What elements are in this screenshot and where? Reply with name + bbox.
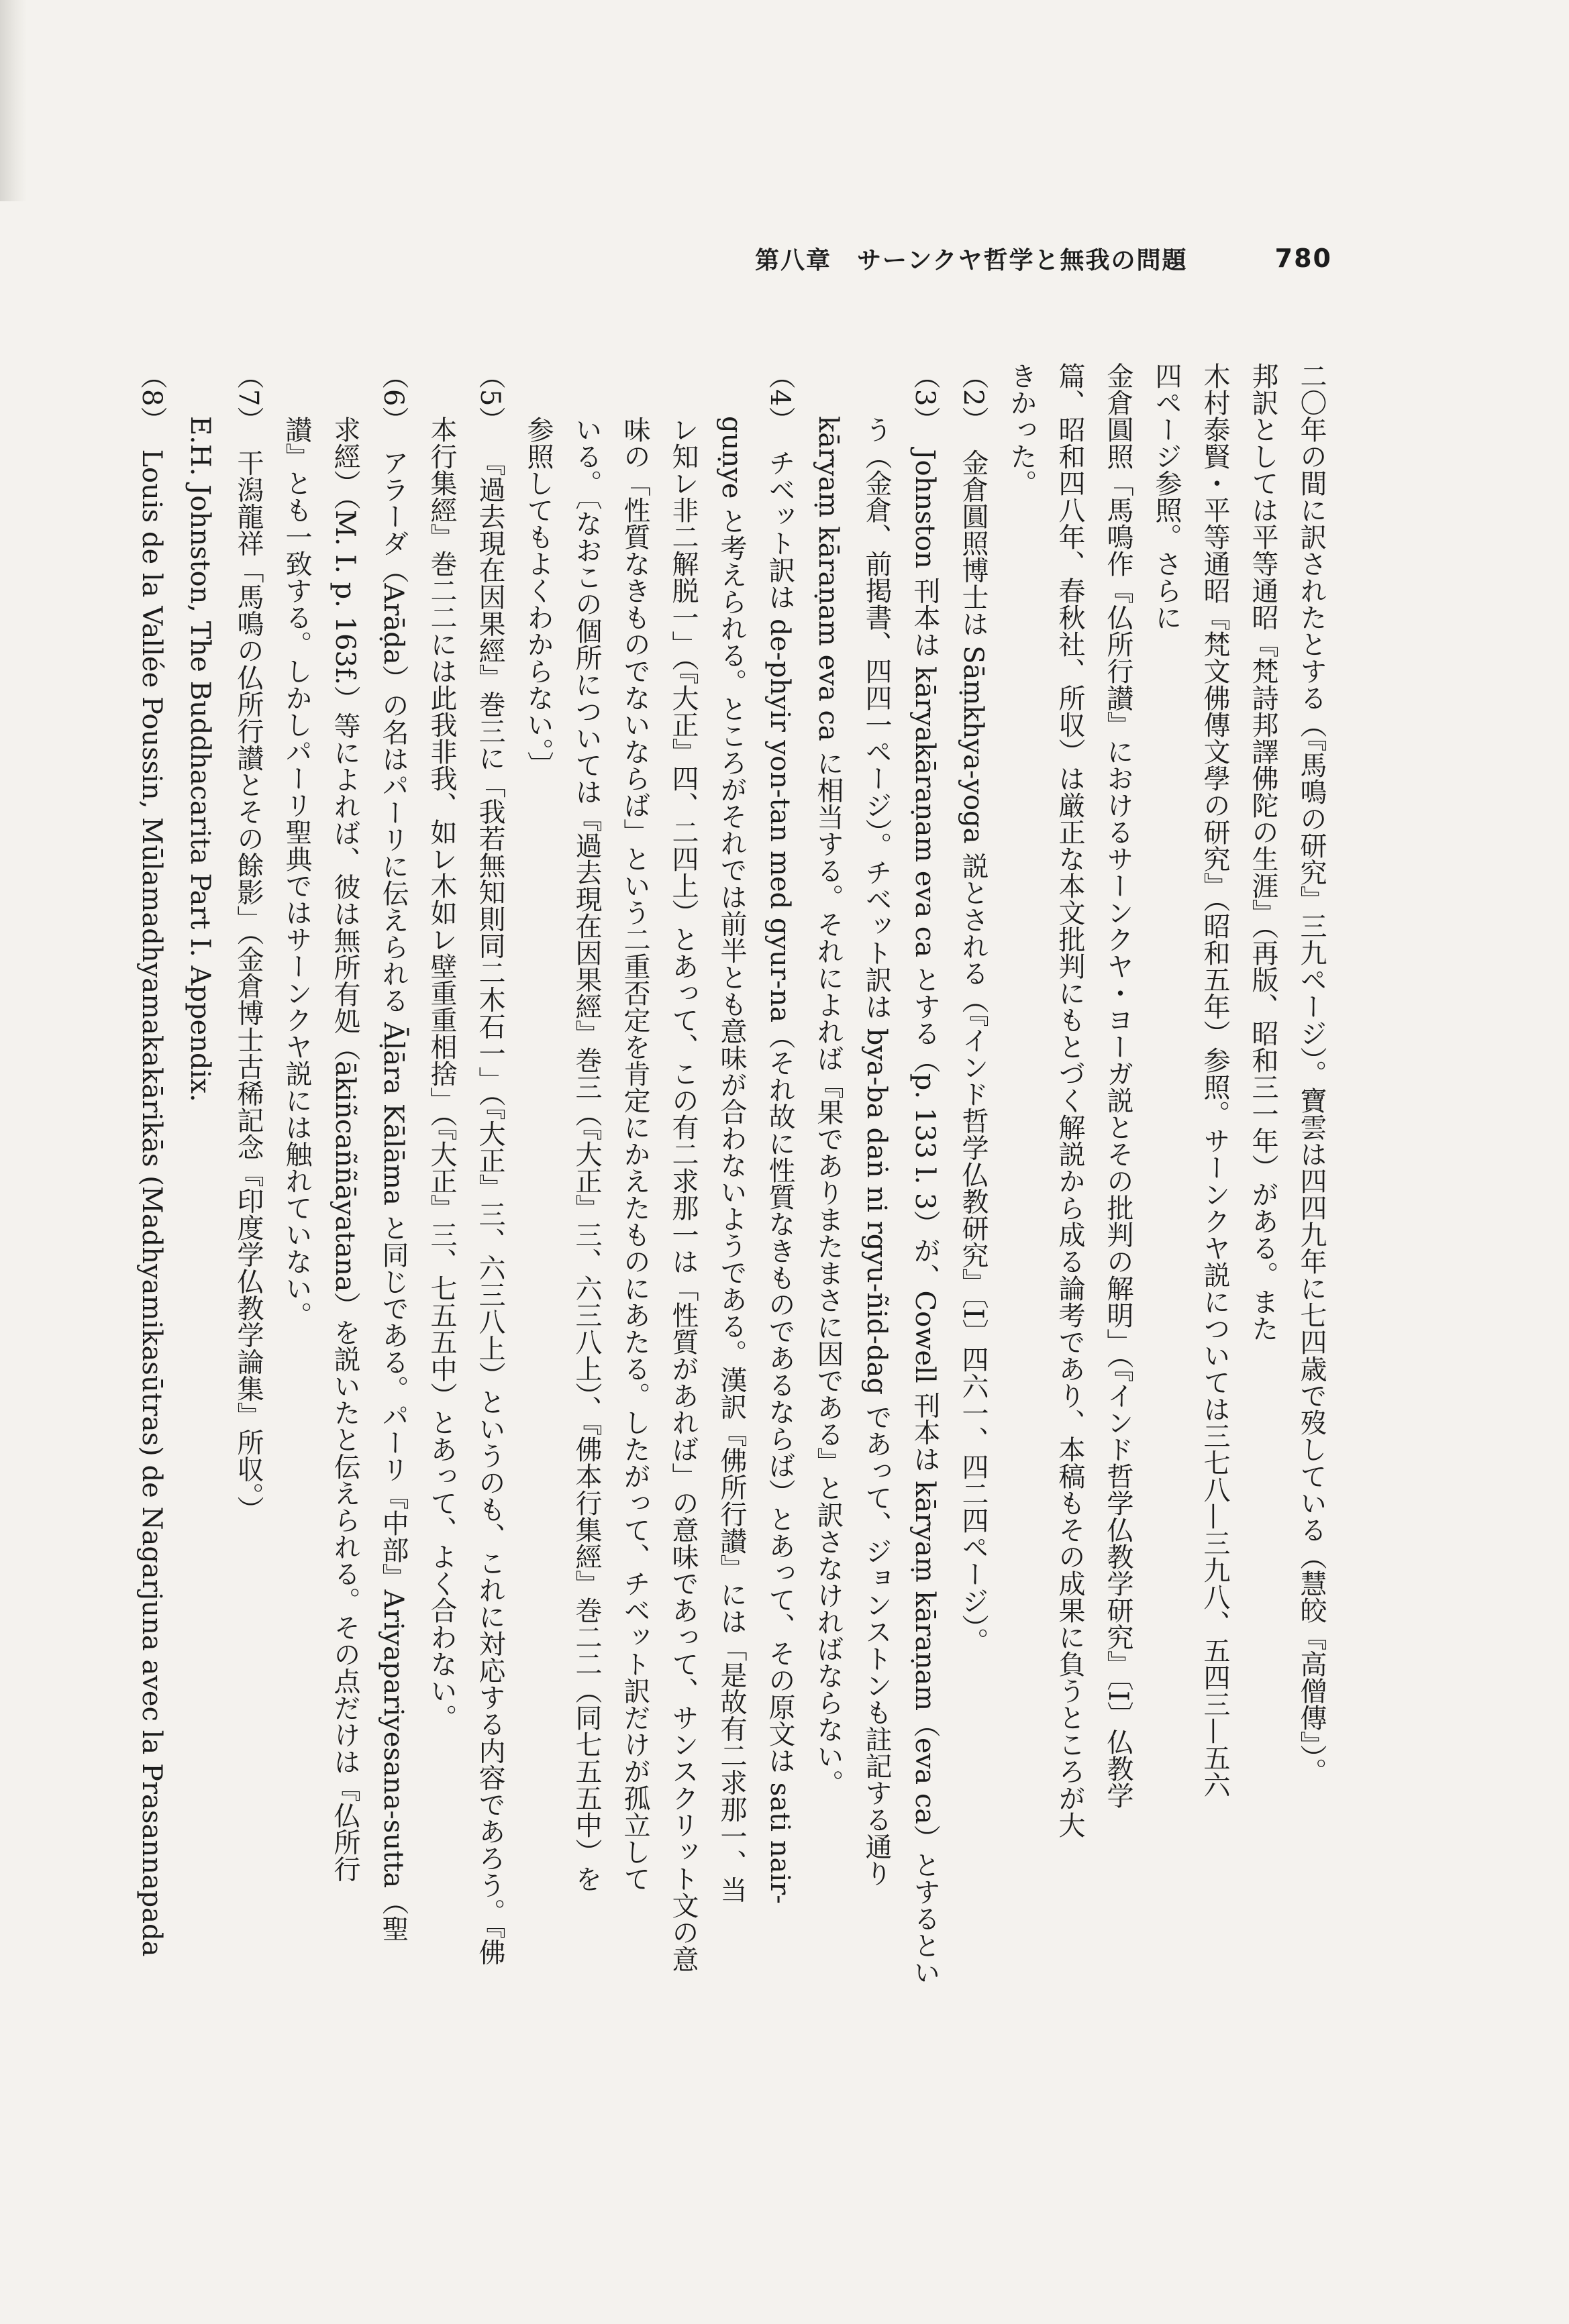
text-line: [807, 416, 849, 2308]
text-line: [711, 416, 752, 2308]
line-text: 讃』とも一致する。しかしパーリ聖典ではサーンクヤ説には触れていない。: [281, 416, 312, 1328]
line-text: う（金倉、前掲書、四四一ページ）。チベット訳は bya-ba daṅ ni rgyu-ñid-dag であって、ジョンストンも註記する通り: [861, 416, 892, 1887]
chapter-title: 第八章 サーンクヤ哲学と無我の問題: [755, 246, 1188, 274]
text-line: [276, 416, 317, 2308]
line-text: 干潟龍祥「馬鳴の仏所行讃とその餘影」（金倉博士古稀記念『印度学仏教学論集』所収。）: [233, 449, 264, 1523]
line-text: kāryaṃ kāraṇam eva ca に相当する。それによれば『果でありまたまさに因である』と訳さなければならない。: [813, 416, 844, 1797]
text-line: [952, 362, 994, 2254]
text-line: [372, 362, 414, 2254]
note-number: （7）: [233, 362, 264, 433]
note-number: （8）: [136, 362, 167, 433]
text-line: [131, 362, 172, 2254]
note-number: （6）: [378, 362, 409, 433]
text-line: [1097, 362, 1139, 2254]
text-line: [227, 362, 269, 2254]
running-head: [755, 238, 1332, 278]
line-text: アラーダ（Arāḍa）の名はパーリに伝えられる Āḷāra Kālāma と同じである。パーリ『中部』Ariyapariyesana-sutta（聖: [378, 449, 409, 1942]
text-line: [614, 416, 656, 2308]
line-text: E.H. Johnston, The Buddhacarita Part I. Appendix.: [185, 416, 215, 1102]
text-line: [856, 416, 897, 2308]
line-text: Louis de la Vallée Poussin, Mūlamadhyamakakārikās (Madhyamikasūtras) de Nagarjuna avec la Prasannapada: [136, 449, 167, 1957]
text-line: [662, 416, 704, 2308]
line-text: 本行集經』巻二二には此我非我、如レ木如レ壁重重相捨」（『大正』三、七五五中）とあって、よく合わない。: [426, 416, 457, 1731]
text-line: [759, 362, 801, 2254]
line-text: 『過去現在因果經』巻三に「我若無知則同二木石一」（『大正』三、六三八上）というのも、これに対応する内容であろう。『佛: [474, 449, 505, 1966]
line-text: guṇye と考えられる。ところがそれでは前半とも意味が合わないようである。漢訳『佛所行讃』には「是故有二求那一、当: [716, 416, 747, 1903]
line-text: レ知レ非二解脱一」（『大正』四、二四上）とあって、この有二求那一は「性質があれば」の意味であって、サンスクリット文の意: [668, 416, 699, 1972]
line-text: 味の「性質なきものでないならば」という二重否定を肯定にかえたものにあたる。したがって、チベット訳だけが孤立して: [619, 416, 650, 1892]
note-number: （5）: [474, 362, 505, 433]
note-number: （4）: [764, 362, 795, 433]
text-line: [1242, 362, 1284, 2254]
text-line: [179, 416, 221, 2308]
line-text: 木村泰賢・平等通昭『梵文佛傳文學の研究』（昭和五年）参照。サーンクヤ説については三七八—三九八、五四三—五六: [1199, 362, 1230, 1798]
line-text: 求經）（M. I. p. 163f.）等によれば、彼は無所有処（ākiñcaññāyatana）を説いたと伝えられる。その点だけは『仏所行: [330, 416, 360, 1883]
text-line: [904, 362, 946, 2254]
text-line: [1194, 362, 1235, 2254]
text-line: [1290, 362, 1332, 2254]
page-number: 780: [1274, 244, 1332, 273]
line-text: 金倉圓照「馬鳴作『仏所行讃』におけるサーンクヤ・ヨーガ説とその批判の解明」（『インド哲学仏教学研究』〔I〕仏教学: [1103, 362, 1133, 1809]
text-line: [1001, 362, 1042, 2254]
text-line: [517, 416, 559, 2308]
scan-edge-shadow: [0, 0, 27, 201]
line-text: いる。〔なおこの個所については『過去現在因果經』巻三（『大正』三、六三八上）、『佛本行集經』巻二二（同七五五中）を: [571, 416, 602, 1892]
line-text: 参照してもよくわからない。〕: [523, 416, 554, 778]
line-text: 二〇年の間に訳されたとする（『馬鳴の研究』三九ページ）。寶雲は四四九年に七四歳で歿している（慧皎『高僧傳』）。: [1296, 362, 1327, 1785]
note-number: （2）: [958, 362, 989, 433]
line-text: 邦訳としては平等通昭『梵詩邦譯佛陀の生涯』（再版、昭和三一年）がある。また: [1248, 362, 1278, 1342]
line-text: きかった。: [1006, 362, 1037, 496]
line-text: 金倉圓照博士は Sāṃkhya-yoga 説とされる（『インド哲学仏教研究』〔I〕四六一、四二四ページ）。: [958, 449, 989, 1654]
line-text: 篇、昭和四八年、春秋社、所収）は厳正な本文批判にもとづく解説から成る論考であり、本稿もその成果に負うところが大: [1054, 362, 1085, 1838]
text-line: [421, 416, 462, 2308]
text-line: [566, 416, 607, 2308]
text-line: [1049, 362, 1091, 2254]
text-line: [1146, 362, 1187, 2254]
line-text: Johnston 刊本は kāryakāraṇam eva ca とする（p. 133 l. 3）が、Cowell 刊本は kāryaṃ kāraṇam（eva ca）とするとい: [909, 449, 940, 1986]
line-text: 四ページ参照。さらに: [1151, 362, 1182, 631]
text-line: [324, 416, 366, 2308]
line-text: チベット訳は de-phyir yon-tan med gyur-na（それ故に性質なきものであるならば）とあって、その原文は sati nair-: [764, 449, 795, 1904]
note-number: （3）: [909, 362, 940, 433]
text-line: [469, 362, 511, 2254]
